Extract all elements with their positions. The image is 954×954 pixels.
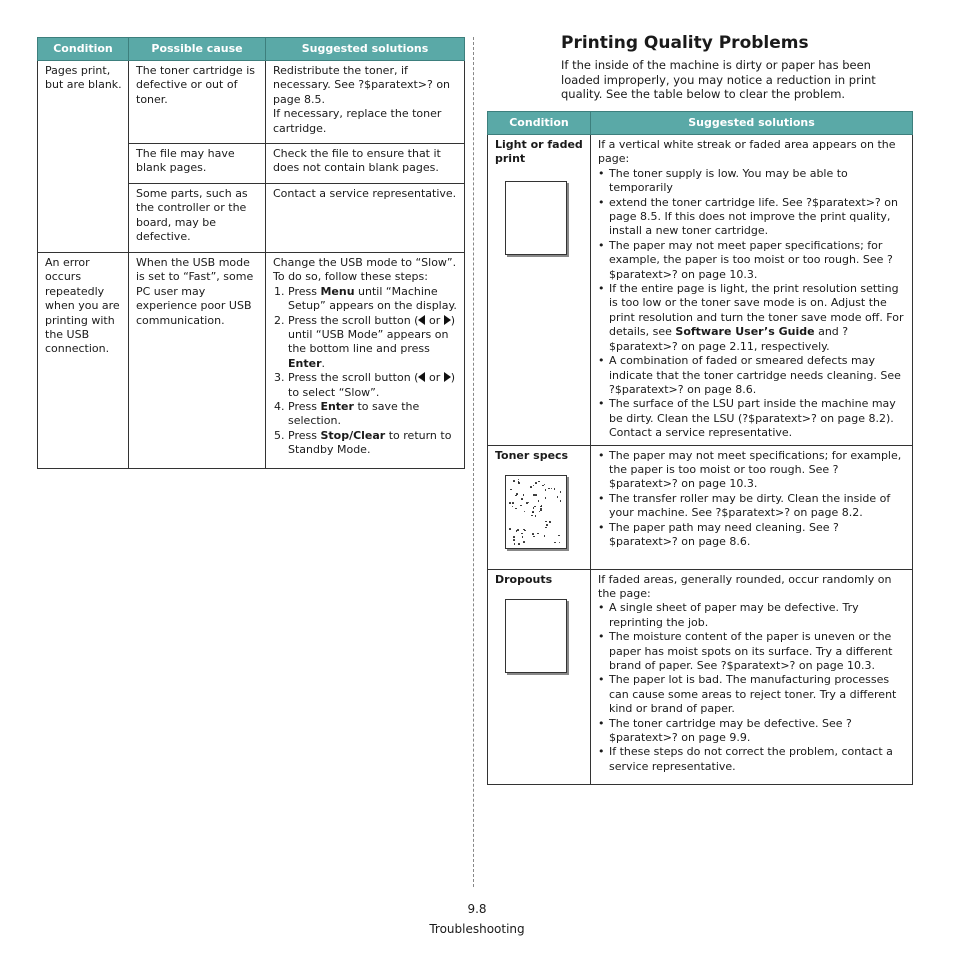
- step-text: until “Machine Setup” appears on the display.: [288, 284, 457, 313]
- list-item: • A combination of faded or smeared defects may indicate that the toner cartridge needs cleaning. See ?$paratext>? on page 8.6.: [609, 354, 906, 397]
- list-item: • The surface of the LSU part inside the machine may be dirty. Clean the LSU (?$paratext>? on page 8.2). Contact a service representative.: [609, 397, 906, 440]
- usb-and-blank-pages-table: [37, 37, 465, 469]
- toner-speck: [509, 528, 511, 530]
- toner-speck: [546, 524, 548, 526]
- toner-speck: [521, 498, 523, 500]
- solution-cell: [591, 445, 913, 569]
- toner-speck: [551, 488, 553, 490]
- solution-intro: Change the USB mode to “Slow”. To do so, follow these steps:: [273, 256, 457, 284]
- toner-speck: [523, 541, 525, 543]
- step-text: or: [425, 313, 444, 327]
- list-item: • The paper may not meet specifications; for example, the paper is too moist or too rough. See ?$paratext>? on page 10.3.: [609, 449, 906, 492]
- toner-speck: [510, 489, 512, 491]
- condition-usb-error: An error occurs repeatedly when you are printing with the USB connection.: [38, 253, 129, 469]
- solution-cell: [591, 135, 913, 446]
- cause-cell: The toner cartridge is defective or out of toner.: [129, 61, 266, 144]
- toner-speck: [545, 489, 547, 491]
- solution-list: [598, 449, 906, 550]
- list-item: • The moisture content of the paper is uneven or the paper has moist spots on its surface. Try a different brand of paper. See ?$paratext>? on page 10.3.: [609, 630, 906, 673]
- solution-lead: If faded areas, generally rounded, occur randomly on the page:: [598, 572, 892, 600]
- toner-speck: [512, 506, 514, 508]
- list-item: [609, 282, 906, 354]
- list-item: • The paper path may need cleaning. See ?$paratext>? on page 8.6.: [609, 521, 906, 550]
- toner-speck: [524, 511, 526, 513]
- toner-speck: [530, 486, 532, 488]
- right-arrow-icon: [444, 315, 451, 325]
- toner-speck: [513, 539, 515, 541]
- step-text: ) to select “Slow”.: [288, 371, 456, 399]
- usb-steps-list: [273, 285, 458, 458]
- toner-speck: [545, 527, 547, 529]
- toner-speck: [520, 505, 522, 507]
- header-suggested-solutions: Suggested solutions: [266, 38, 465, 61]
- toner-speck: [535, 482, 537, 484]
- toner-speck: [523, 494, 525, 496]
- solution-text: If necessary, replace the toner cartridge.: [273, 107, 442, 135]
- stop-clear-key-label: Stop/Clear: [320, 428, 386, 442]
- header-possible-cause: Possible cause: [129, 38, 266, 61]
- toner-speck: [533, 507, 535, 509]
- toner-speck: [554, 542, 556, 544]
- list-item: [288, 314, 458, 372]
- solution-cell: Check the file to ensure that it does not contain blank pages.: [266, 144, 465, 184]
- step-text: Press: [288, 284, 321, 298]
- step-text: to return to Standby Mode.: [288, 428, 452, 457]
- cause-cell: When the USB mode is set to “Fast”, some PC user may experience poor USB communication.: [129, 253, 266, 469]
- toner-speck: [514, 543, 516, 545]
- toner-speck: [560, 491, 562, 493]
- toner-speck: [532, 533, 534, 535]
- header-condition: Condition: [38, 38, 129, 61]
- step-text: Press the scroll button (: [288, 313, 419, 327]
- toner-speck: [535, 515, 537, 517]
- toner-speck: [535, 494, 537, 496]
- toner-speck: [516, 493, 518, 495]
- step-text: ) until “USB Mode” appears on the bottom line and press: [288, 313, 456, 356]
- toner-speck: [542, 485, 544, 487]
- list-item: • The paper may not meet paper specifications; for example, the paper is too moist or too rough. See ?$paratext>? on page 10.3.: [609, 239, 906, 282]
- cause-cell: Some parts, such as the controller or the board, may be defective.: [129, 184, 266, 253]
- solution-cell: [591, 569, 913, 784]
- step-text: or: [425, 371, 444, 385]
- toner-speck: [515, 495, 517, 497]
- list-item: [288, 429, 458, 458]
- toner-speck: [518, 479, 520, 481]
- table-row: [488, 569, 913, 784]
- toner-speck: [559, 542, 561, 544]
- list-item: [288, 285, 458, 314]
- page-number: 9.8: [467, 902, 487, 916]
- solution-cell: [266, 253, 465, 469]
- toner-speck: [513, 536, 515, 538]
- toner-speck: [548, 488, 550, 490]
- condition-label: Dropouts: [495, 572, 553, 586]
- toner-speck: [528, 502, 530, 504]
- condition-label: Toner specs: [495, 448, 569, 462]
- dropouts-sample-image: [505, 599, 567, 673]
- toner-speck: [537, 533, 539, 535]
- toner-speck: [531, 515, 533, 517]
- section-intro: If the inside of the machine is dirty or paper has been loaded improperly, you may notice a reduction in print quality. See the table below to clear the problem.: [561, 58, 876, 101]
- menu-key-label: Menu: [320, 284, 355, 298]
- toner-speck: [533, 485, 535, 487]
- table-header-row: [488, 112, 913, 135]
- toner-speck: [544, 535, 546, 537]
- footer-section-name: Troubleshooting: [429, 922, 525, 936]
- toner-speck: [526, 502, 528, 504]
- toner-speck: [538, 500, 540, 502]
- table-row: [38, 61, 465, 144]
- light-print-sample-image: [505, 181, 567, 255]
- table-row: [38, 253, 465, 469]
- solution-list: [598, 167, 906, 441]
- toner-speck: [517, 529, 519, 531]
- list-item: • If these steps do not correct the problem, contact a service representative.: [609, 745, 906, 774]
- list-item: [288, 400, 458, 429]
- toner-speck: [538, 481, 540, 483]
- toner-speck: [516, 530, 518, 532]
- cause-cell: The file may have blank pages.: [129, 144, 266, 184]
- toner-speck: [558, 535, 560, 537]
- solution-cell: [266, 61, 465, 144]
- list-item: • The paper lot is bad. The manufacturing processes can cause some areas to reject toner. Try a different kind or brand of paper.: [609, 673, 906, 716]
- toner-speck: [513, 480, 515, 482]
- toner-speck: [557, 496, 559, 498]
- solution-list: [598, 601, 906, 774]
- toner-speck: [518, 543, 520, 545]
- condition-light-print: [488, 135, 591, 446]
- guide-reference: Software User’s Guide: [675, 325, 815, 339]
- toner-speck: [540, 509, 542, 511]
- bullet-text: If the entire page is light, the print resolution setting is too low or the toner save mode is on. Adjust the print resolution and turn the toner save mode off. For details, see: [609, 282, 904, 339]
- toner-speck: [560, 500, 562, 502]
- step-text: .: [321, 356, 325, 370]
- condition-blank-pages: Pages print, but are blank.: [38, 61, 129, 253]
- enter-key-label: Enter: [288, 356, 322, 370]
- list-item: • The toner cartridge may be defective. See ?$paratext>? on page 9.9.: [609, 717, 906, 746]
- toner-speck: [509, 502, 511, 504]
- table-row: [488, 445, 913, 569]
- toner-speck: [545, 521, 547, 523]
- toner-speck: [515, 508, 517, 510]
- enter-key-label: Enter: [320, 400, 354, 414]
- bullet-text: and ?$paratext>? on page 2.11, respectively.: [609, 325, 849, 353]
- condition-toner-specs: [488, 445, 591, 569]
- solution-lead: If a vertical white streak or faded area appears on the page:: [598, 138, 896, 166]
- list-item: • The transfer roller may be dirty. Clean the inside of your machine. See ?$paratext>? on page 8.2.: [609, 492, 906, 521]
- toner-speck: [521, 533, 523, 535]
- column-divider: [473, 37, 474, 887]
- toner-speck: [554, 488, 556, 490]
- step-text: Press: [288, 400, 321, 414]
- toner-speck: [522, 536, 524, 538]
- print-quality-table: [487, 111, 913, 785]
- step-text: Press: [288, 428, 321, 442]
- toner-speck: [541, 505, 543, 507]
- solution-text: Redistribute the toner, if necessary. See ?$paratext>? on page 8.5.: [273, 64, 451, 106]
- step-text: Press the scroll button (: [288, 371, 419, 385]
- condition-label: Light or faded print: [495, 138, 583, 166]
- header-suggested-solutions: Suggested solutions: [591, 112, 913, 135]
- list-item: • The toner supply is low. You may be able to temporarily: [609, 167, 906, 196]
- toner-speck: [534, 506, 536, 508]
- table-row: [488, 135, 913, 446]
- table-header-row: [38, 38, 465, 61]
- list-item: • extend the toner cartridge life. See ?$paratext>? on page 8.5. If this does not improve the print quality, install a new toner cartridge.: [609, 196, 906, 239]
- solution-cell: Contact a service representative.: [266, 184, 465, 253]
- toner-speck: [532, 511, 534, 513]
- toner-speck: [512, 502, 514, 504]
- condition-dropouts: [488, 569, 591, 784]
- header-condition: Condition: [488, 112, 591, 135]
- toner-speck: [533, 536, 535, 538]
- toner-specs-sample-image: [505, 475, 567, 549]
- step-text: to save the selection.: [288, 400, 420, 428]
- right-arrow-icon: [444, 372, 451, 382]
- list-item: [288, 371, 458, 400]
- toner-speck: [549, 521, 551, 523]
- list-item: • A single sheet of paper may be defective. Try reprinting the job.: [609, 601, 906, 630]
- toner-speck: [544, 484, 546, 486]
- toner-speck: [545, 497, 547, 499]
- section-title: Printing Quality Problems: [561, 33, 809, 53]
